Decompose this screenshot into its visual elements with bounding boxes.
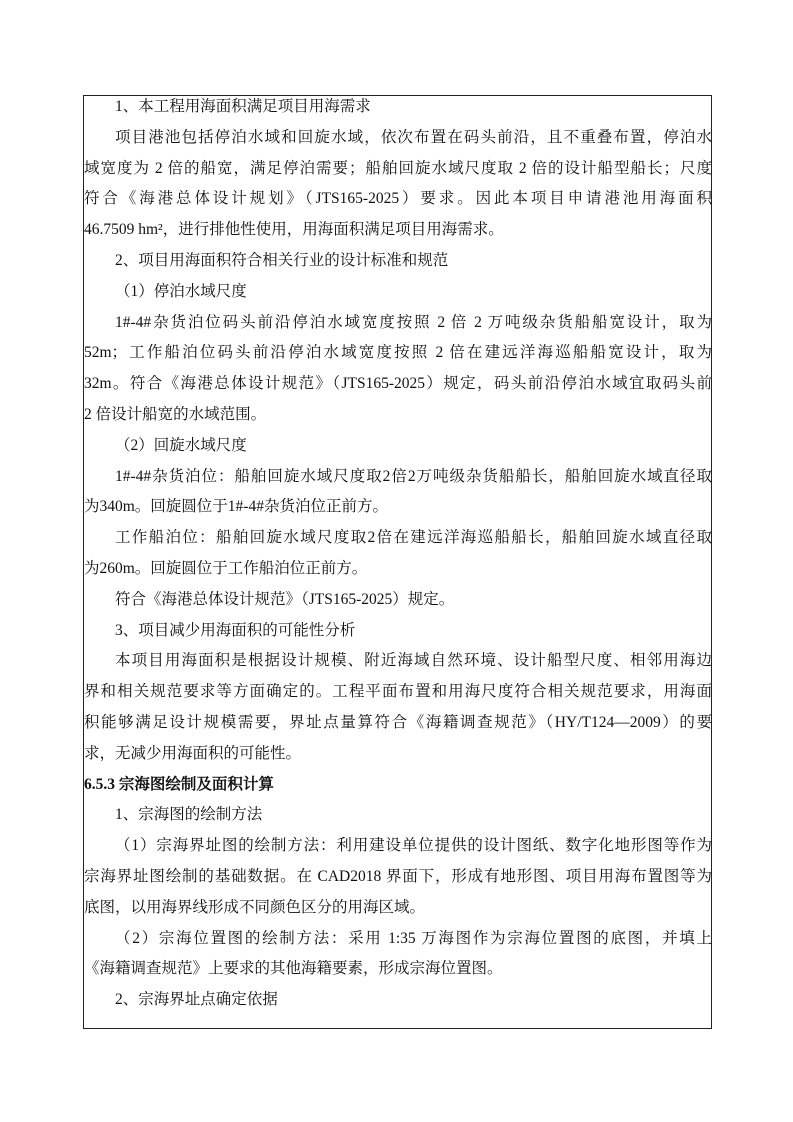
paragraph-heading (84, 985, 712, 1016)
text-line: 3、项目减少用海面积的可能性分析 (115, 621, 356, 639)
text-line: 2、项目用海面积符合相关行业的设计标准和规范 (115, 251, 449, 269)
text-line: 6.5.3 宗海图绘制及面积计算 (84, 775, 274, 793)
text-line: 46.7509 hm²，进行排他性使用，用海面积满足项目用海需求。 (84, 221, 504, 239)
paragraph-heading (84, 616, 712, 647)
text-line: （2）宗海位置图的绘制方法：采用 1:35 万海图作为宗海位置图的底图，并填上 (115, 929, 712, 947)
paragraph-heading (84, 431, 712, 462)
paragraph-heading (84, 585, 712, 616)
paragraph (84, 308, 712, 431)
text-line: 符合《海港总体设计规范》（JTS165-2025）规定。 (115, 590, 455, 608)
paragraph (84, 646, 712, 769)
text-line: 为340m。回旋圆位于1#-4#杂货泊位正前方。 (84, 498, 388, 516)
text-line: 求，无减少用海面积的可能性。 (84, 744, 302, 762)
text-line: （1）停泊水域尺度 (115, 282, 247, 300)
document-body (84, 92, 712, 1016)
paragraph (84, 462, 712, 524)
text-line: （2）回旋水域尺度 (115, 436, 247, 454)
text-line: 1#-4#杂货泊位：船舶回旋水域尺度取2倍2万吨级杂货船船长，船舶回旋水域直径取 (115, 467, 712, 485)
text-line: 为260m。回旋圆位于工作船泊位正前方。 (84, 559, 368, 577)
paragraph (84, 924, 712, 986)
text-line: 32m。符合《海港总体设计规范》（JTS165-2025）规定，码头前沿停泊水域宜取码头前 (84, 375, 712, 393)
paragraph-heading (84, 92, 712, 123)
text-line: 界和相关规范要求等方面确定的。工程平面布置和用海尺度符合相关规范要求，用海面 (84, 683, 712, 701)
text-line: 52m；工作船泊位码头前沿停泊水域宽度按照 2 倍在建远洋海巡船船宽设计，取为 (84, 344, 712, 362)
text-line: 1#-4#杂货泊位码头前沿停泊水域宽度按照 2 倍 2 万吨级杂货船船宽设计，取为 (115, 313, 712, 331)
text-line: 《海籍调查规范》上要求的其他海籍要素，形成宗海位置图。 (84, 960, 503, 978)
text-line: 2 倍设计船宽的水域范围。 (84, 405, 267, 423)
paragraph-heading (84, 246, 712, 277)
paragraph (84, 831, 712, 923)
text-line: 工作船泊位：船舶回旋水域尺度取2倍在建远洋海巡船船长，船舶回旋水域直径取 (115, 529, 712, 547)
paragraph (84, 523, 712, 585)
text-line: 域宽度为 2 倍的船宽，满足停泊需要；船舶回旋水域尺度取 2 倍的设计船型船长；尺度 (84, 159, 712, 177)
text-line: 项目港池包括停泊水域和回旋水域，依次布置在码头前沿，且不重叠布置，停泊水 (115, 128, 712, 146)
text-line: 本项目用海面积是根据设计规模、附近海域自然环境、设计船型尺度、相邻用海边 (115, 652, 712, 670)
text-line: 1、本工程用海面积满足项目用海需求 (115, 98, 371, 115)
text-line: 1、宗海图的绘制方法 (115, 806, 263, 824)
text-line: 宗海界址图绘制的基础数据。在 CAD2018 界面下，形成有地形图、项目用海布置图等为 (84, 867, 712, 885)
section-title (84, 770, 712, 801)
text-line: 符合《海港总体设计规划》（JTS165-2025）要求。因此本项目申请港池用海面积 (84, 190, 712, 208)
paragraph-heading (84, 800, 712, 831)
paragraph (84, 123, 712, 246)
text-line: 底图，以用海界线形成不同颜色区分的用海区域。 (84, 898, 426, 916)
text-line: （1）宗海界址图的绘制方法：利用建设单位提供的设计图纸、数字化地形图等作为 (115, 837, 712, 855)
text-line: 2、宗海界址点确定依据 (115, 991, 278, 1009)
text-line: 积能够满足设计规模需要，界址点量算符合《海籍调查规范》（HY/T124—2009）的要 (84, 713, 712, 731)
paragraph-heading (84, 277, 712, 308)
